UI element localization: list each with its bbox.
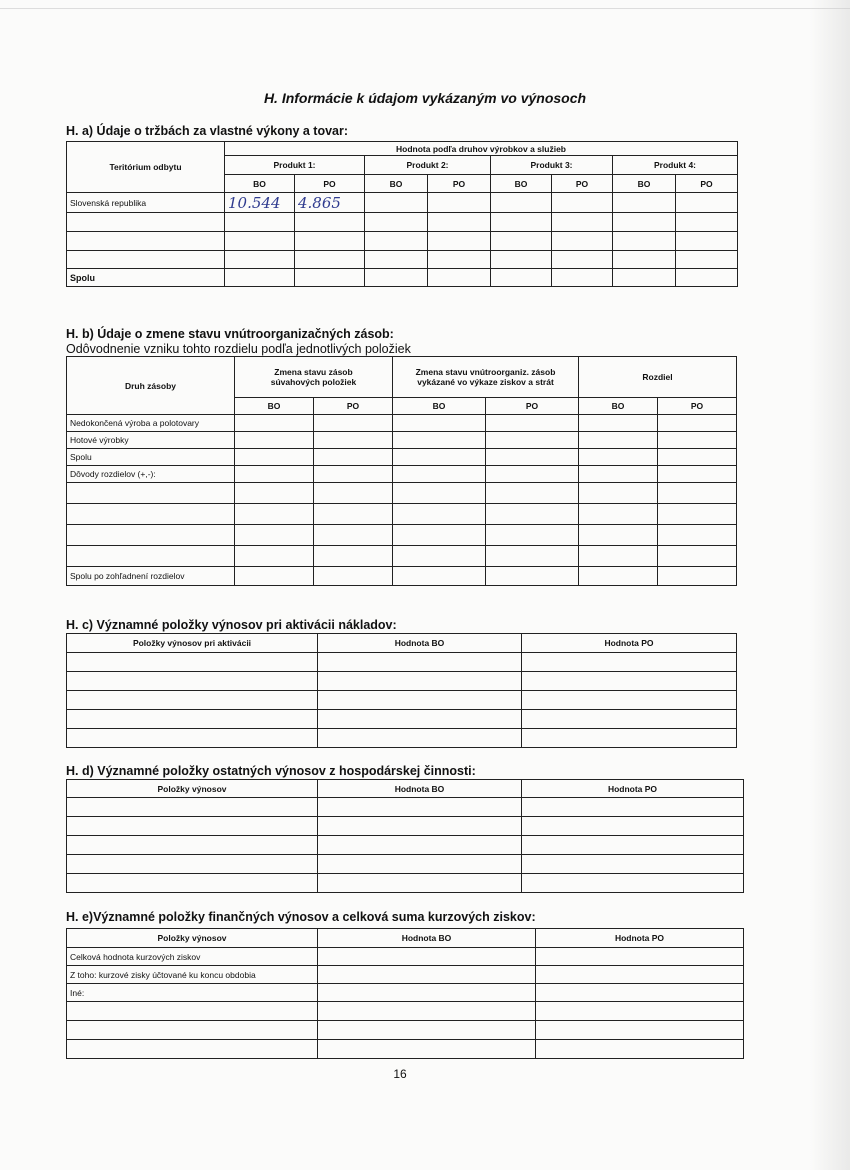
table-row <box>67 269 738 287</box>
hb-po-1: PO <box>314 398 393 415</box>
hc-col-po: Hodnota PO <box>522 634 737 653</box>
table-row <box>67 984 744 1002</box>
page-number: 16 <box>393 1067 407 1081</box>
hb-bo-1: BO <box>235 398 314 415</box>
hb-bo-3: BO <box>579 398 658 415</box>
he-col-bo: Hodnota BO <box>318 929 536 948</box>
ha-row1-bo-handwritten: 10.544 <box>225 193 295 213</box>
scan-edge-shadow <box>810 0 850 1170</box>
ha-bo-3: BO <box>491 175 552 193</box>
ha-po-2: PO <box>428 175 491 193</box>
table-row <box>67 653 737 672</box>
ha-row1-po-handwritten: 4.865 <box>295 193 365 213</box>
ha-po-1: PO <box>295 175 365 193</box>
table-hb <box>66 356 737 586</box>
ha-bo-2: BO <box>365 175 428 193</box>
ha-total-label: Spolu <box>67 269 225 287</box>
table-row <box>67 1002 744 1021</box>
page-title: H. Informácie k údajom vykázaným vo výnosoch <box>263 90 587 106</box>
table-row <box>67 855 744 874</box>
hb-col-druh: Druh zásoby <box>67 357 235 415</box>
scan-edge-line <box>0 8 850 9</box>
he-row-label: Celková hodnota kurzových ziskov <box>67 948 318 966</box>
table-row <box>67 948 744 966</box>
hb-col-zmena2-line2: vykázané vo výkaze ziskov a strát <box>417 377 554 387</box>
table-hd <box>66 779 744 893</box>
hb-row-label: Spolu <box>67 449 235 466</box>
table-row <box>67 504 737 525</box>
ha-product-1: Produkt 1: <box>225 156 365 175</box>
table-row <box>67 798 744 817</box>
hb-col-zmena2 <box>393 357 579 398</box>
hb-col-zmena1-line2: súvahových položiek <box>270 377 357 387</box>
section-he-heading: H. e)Významné položky finančných výnosov a celková suma kurzových ziskov: <box>66 910 536 924</box>
section-hd-heading: H. d) Významné položky ostatných výnosov z hospodárskej činnosti: <box>66 764 476 778</box>
hb-col-zmena1-line1: Zmena stavu zásob <box>274 367 353 377</box>
table-row <box>67 567 737 586</box>
table-hc <box>66 633 737 748</box>
ha-col-group: Hodnota podľa druhov výrobkov a služieb <box>225 142 738 156</box>
section-hb-subheading: Odôvodnenie vzniku tohto rozdielu podľa jednotlivých položiek <box>66 342 411 356</box>
table-row <box>67 817 744 836</box>
he-row-label: Iné: <box>67 984 318 1002</box>
table-row <box>67 213 738 232</box>
table-row <box>67 193 738 213</box>
table-row <box>67 432 737 449</box>
ha-col-territory: Teritórium odbytu <box>67 142 225 193</box>
hd-col-bo: Hodnota BO <box>318 780 522 798</box>
hd-col-po: Hodnota PO <box>522 780 744 798</box>
hb-col-rozdiel: Rozdiel <box>579 357 737 398</box>
hb-po-2: PO <box>486 398 579 415</box>
table-ha <box>66 141 738 287</box>
hb-row-label: Hotové výrobky <box>67 432 235 449</box>
section-hb-heading: H. b) Údaje o zmene stavu vnútroorganizačných zásob: <box>66 327 394 341</box>
table-row <box>67 874 744 893</box>
table-row <box>67 672 737 691</box>
table-row <box>67 449 737 466</box>
table-row <box>67 232 738 251</box>
table-row <box>67 1021 744 1040</box>
section-ha-heading: H. a) Údaje o tržbách za vlastné výkony a tovar: <box>66 124 349 138</box>
hb-bo-2: BO <box>393 398 486 415</box>
ha-bo-1: BO <box>225 175 295 193</box>
hc-col-items: Položky výnosov pri aktivácii <box>67 634 318 653</box>
ha-row-label: Slovenská republika <box>67 193 225 213</box>
hb-po-3: PO <box>658 398 737 415</box>
table-row <box>67 251 738 269</box>
hc-col-bo: Hodnota BO <box>318 634 522 653</box>
he-col-items: Položky výnosov <box>67 929 318 948</box>
table-row <box>67 691 737 710</box>
table-row <box>67 525 737 546</box>
he-row-label: Z toho: kurzové zisky účtované ku koncu obdobia <box>67 966 318 984</box>
table-row <box>67 546 737 567</box>
ha-bo-4: BO <box>613 175 676 193</box>
table-row <box>67 483 737 504</box>
table-row <box>67 415 737 432</box>
table-row <box>67 966 744 984</box>
table-row <box>67 466 737 483</box>
section-hc-heading: H. c) Významné položky výnosov pri aktivácii nákladov: <box>66 618 397 632</box>
ha-product-4: Produkt 4: <box>613 156 738 175</box>
hb-col-zmena2-line1: Zmena stavu vnútroorganiz. zásob <box>415 367 556 377</box>
table-row <box>67 836 744 855</box>
table-row <box>67 710 737 729</box>
hb-total-label: Spolu po zohľadnení rozdielov <box>67 567 235 586</box>
ha-po-4: PO <box>676 175 738 193</box>
ha-product-2: Produkt 2: <box>365 156 491 175</box>
hb-col-zmena1 <box>235 357 393 398</box>
table-he <box>66 928 744 1059</box>
he-col-po: Hodnota PO <box>536 929 744 948</box>
hb-row-label: Dôvody rozdielov (+,-): <box>67 466 235 483</box>
hd-col-items: Položky výnosov <box>67 780 318 798</box>
table-row <box>67 729 737 748</box>
ha-po-3: PO <box>552 175 613 193</box>
hb-row-label: Nedokončená výroba a polotovary <box>67 415 235 432</box>
table-row <box>67 1040 744 1059</box>
ha-product-3: Produkt 3: <box>491 156 613 175</box>
